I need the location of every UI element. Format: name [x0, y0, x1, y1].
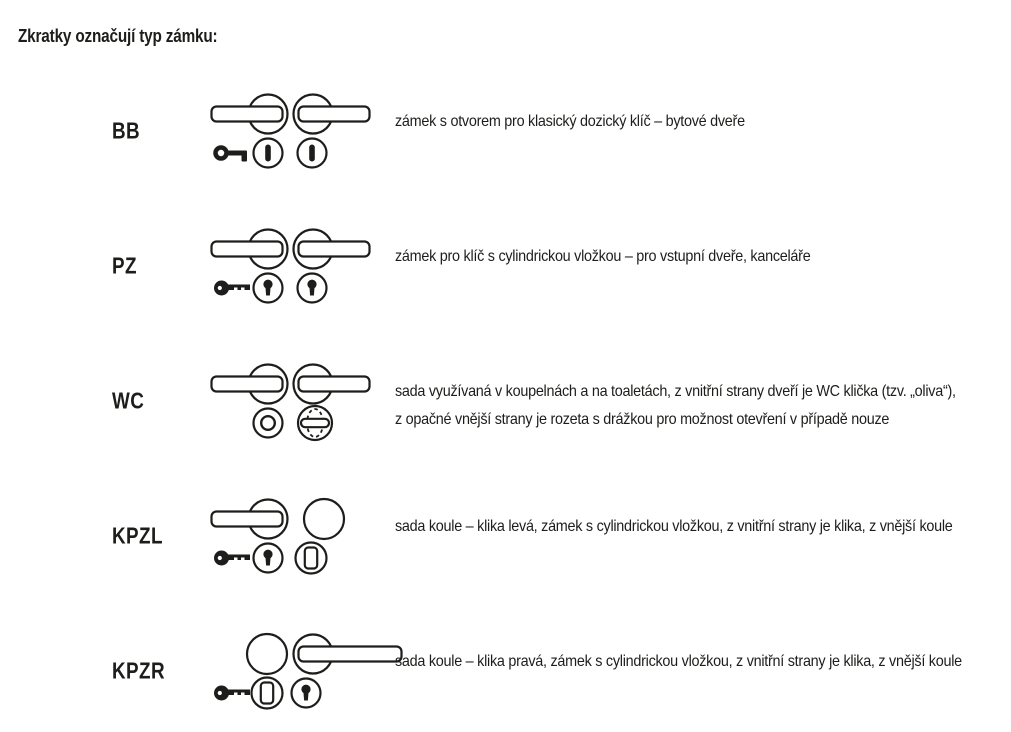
- description-line: sada koule – klika levá, zámek s cylindrickou vložkou, z vnitřní strany je klika, z vnější koule: [395, 518, 953, 535]
- lever-handle-left-icon: [210, 227, 290, 271]
- row-kpzr: [0, 635, 1011, 715]
- row-kpzl: [0, 500, 1011, 580]
- lock-icon-set-kpzl: [205, 500, 405, 580]
- cylinder-key-icon: [213, 681, 253, 705]
- euro-keyhole-rosette-icon: [252, 272, 284, 304]
- cylinder-key-icon: [213, 546, 253, 570]
- lever-handle-right-icon: [291, 632, 403, 676]
- euro-keyhole-rosette-icon: [252, 542, 284, 574]
- classic-bit-key-icon: [213, 140, 253, 166]
- row-pz: [0, 230, 1011, 310]
- row-wc: [0, 365, 1011, 445]
- door-knob-icon: [245, 632, 289, 676]
- description-line: zámek s otvorem pro klasický dozický klíč – bytové dveře: [395, 113, 745, 130]
- lever-handle-left-icon: [210, 497, 290, 541]
- bb-keyhole-rosette-icon: [296, 137, 328, 169]
- lock-description-kpzl: [395, 500, 971, 541]
- lock-description-pz: [395, 230, 971, 271]
- lock-icon-set-wc: [205, 365, 405, 445]
- euro-keyhole-rosette-icon: [296, 272, 328, 304]
- euro-keyhole-rosette-icon: [290, 677, 322, 709]
- lock-description-wc: [395, 365, 971, 434]
- lever-handle-right-icon: [291, 362, 371, 406]
- lock-code-bb: BB: [112, 117, 141, 144]
- lock-description-bb: [395, 95, 971, 136]
- lock-code-pz: PZ: [112, 252, 137, 279]
- lever-handle-left-icon: [210, 92, 290, 136]
- groove-rosette-icon: [252, 407, 284, 439]
- lever-handle-right-icon: [291, 92, 371, 136]
- description-line: zámek pro klíč s cylindrickou vložkou – pro vstupní dveře, kanceláře: [395, 248, 811, 265]
- lever-handle-right-icon: [291, 227, 371, 271]
- description-line: z opačné vnější strany je rozeta s drážkou pro možnost otevření v případě nouze: [395, 411, 890, 428]
- lever-handle-left-icon: [210, 362, 290, 406]
- blind-rosette-icon: [250, 676, 284, 710]
- description-line: sada využívaná v koupelnách a na toaletách, z vnitřní strany dveří je WC klička (tzv. „oliva“),: [395, 383, 956, 400]
- lock-description-kpzr: [395, 635, 971, 676]
- lock-icon-set-pz: [205, 230, 405, 310]
- lock-icon-set-kpzr: [205, 635, 405, 715]
- description-line: sada koule – klika pravá, zámek s cylindrickou vložkou, z vnitřní strany je klika, z vnější koule: [395, 653, 962, 670]
- lock-icon-set-bb: [205, 95, 405, 175]
- lock-code-kpzl: KPZL: [112, 522, 163, 549]
- bb-keyhole-rosette-icon: [252, 137, 284, 169]
- row-bb: [0, 95, 1011, 175]
- door-knob-icon: [302, 497, 346, 541]
- lock-code-kpzr: KPZR: [112, 657, 165, 684]
- page-title: Zkratky označují typ zámku:: [18, 26, 218, 46]
- wc-thumbturn-oliva-icon: [296, 404, 334, 442]
- lock-code-wc: WC: [112, 387, 145, 414]
- blind-rosette-icon: [294, 541, 328, 575]
- cylinder-key-icon: [213, 276, 253, 300]
